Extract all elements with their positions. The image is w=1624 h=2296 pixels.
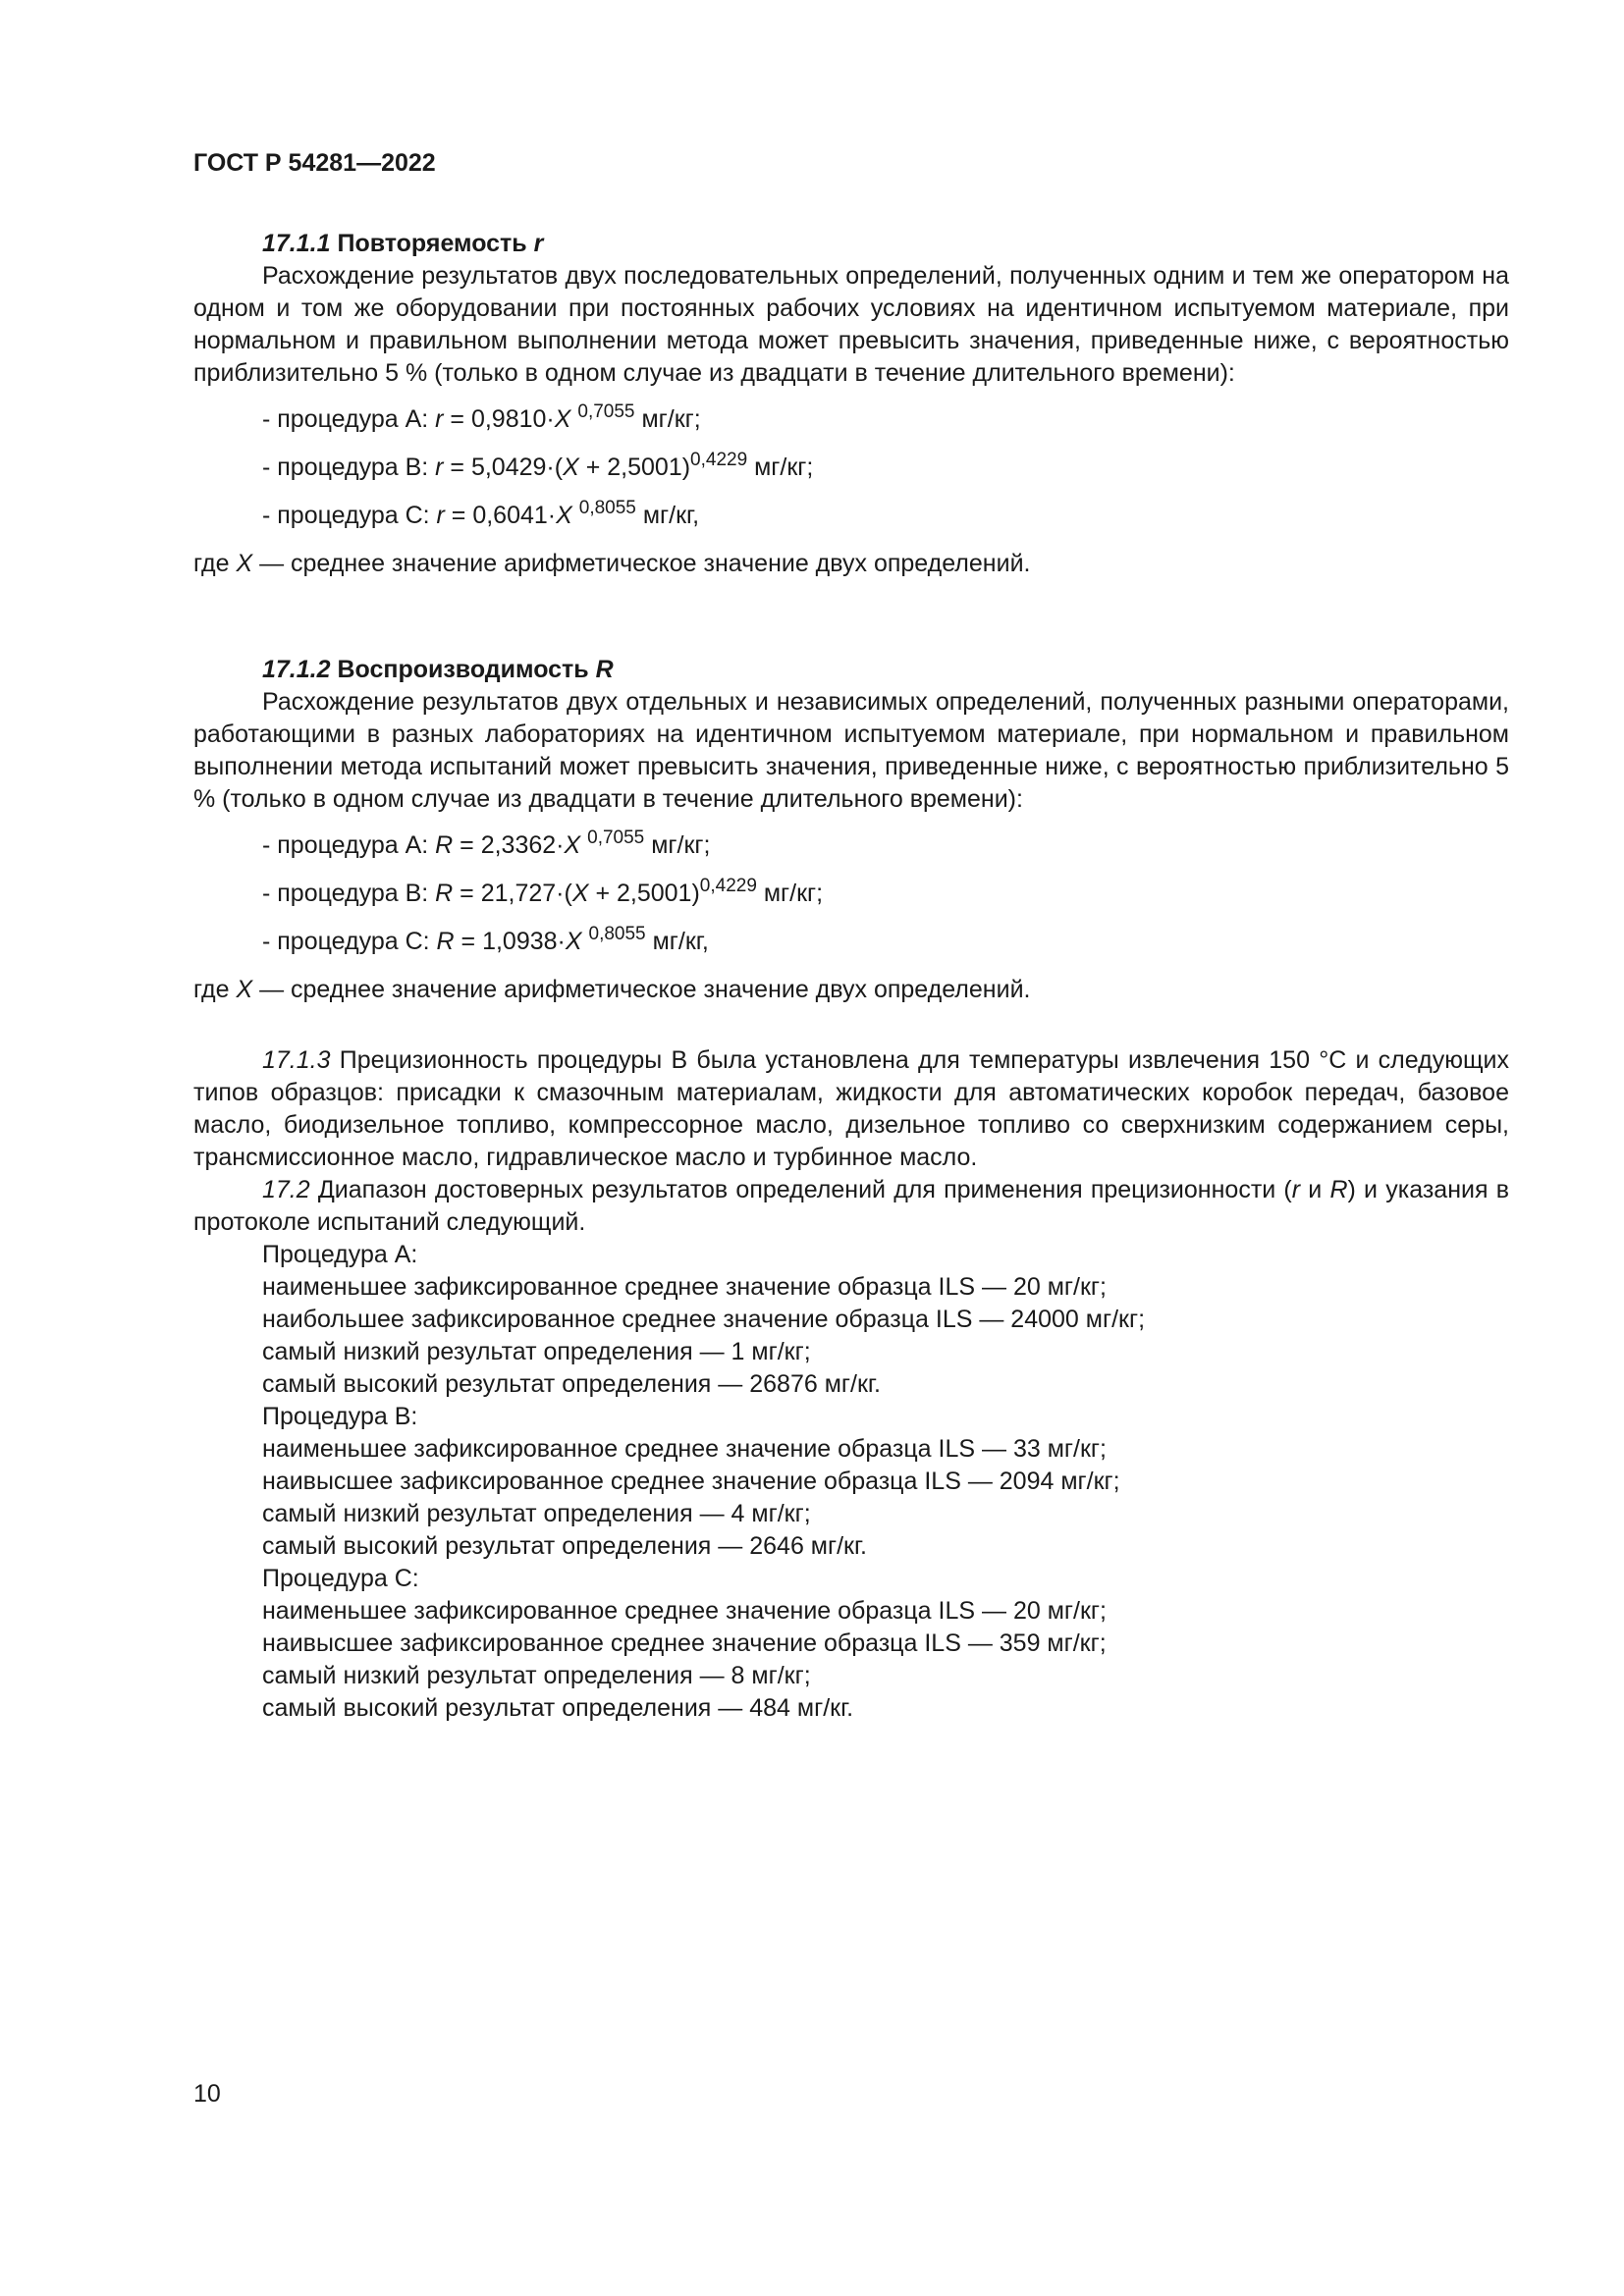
section-paragraph: Расхождение результатов двух отдельных и независимых определений, полученных разными операторами, работающими в разных лабораториях на идентичном испытуемом материале, при нормальном и правильном выполнении метода испытаний может превысить значения, приведенные ниже, с вероятностью приблизительно 5 % (только в одном случае из двадцати в течение длительного времени):: [193, 688, 1509, 813]
section-number: 17.1.1: [262, 230, 331, 257]
standard-header: ГОСТ Р 54281—2022: [193, 149, 436, 177]
section-17-1-3: [193, 1044, 1509, 1174]
section-number: 17.2: [262, 1176, 310, 1203]
section-paragraph: 17.1.3 Прецизионность процедуры В была установлена для температуры извлечения 150 °С и следующих типов образцов: присадки к смазочным материалам, жидкости для автоматических коробок передач, базовое масло, биодизельное топливо, компрессорное масло, дизельное топливо со сверхнизким содержанием серы, трансмиссионное масло, гидравлическое масло и турбинное масло.: [193, 1046, 1509, 1171]
section-symbol: r: [533, 230, 544, 257]
section-symbol: R: [595, 656, 614, 683]
formula-item: - процедура В: $R = 21,727\cdot(X + 2,5001)^{0,4229}$ мг/кг;: [262, 875, 824, 907]
range-line: наивысшее зафиксированное среднее значение образца ILS — 359 мг/кг;: [262, 1629, 1107, 1657]
formula-item: - процедура С: r = 0,6041·X $^{0,8055}$ мг/кг,: [262, 497, 700, 529]
section-title: Повторяемость: [337, 230, 527, 257]
range-line: наименьшее зафиксированное среднее значение образца ILS — 20 мг/кг;: [262, 1273, 1107, 1301]
range-line: самый низкий результат определения — 4 мг/кг;: [262, 1500, 811, 1527]
section-heading: [193, 228, 1509, 260]
where-note: где X — среднее значение арифметическое значение двух определений.: [193, 976, 1031, 1003]
section-number: 17.1.3: [262, 1046, 331, 1074]
range-line: Процедура С:: [262, 1565, 419, 1592]
formula-item: - процедура С: R = 1,0938·X $^{0,8055}$ мг/кг,: [262, 923, 709, 955]
range-line: наибольшее зафиксированное среднее значение образца ILS — 24000 мг/кг;: [262, 1306, 1146, 1333]
range-line: Процедура В:: [262, 1403, 418, 1430]
range-line: самый высокий результат определения — 26876 мг/кг.: [262, 1370, 881, 1398]
section-17-2: [193, 1174, 1509, 1725]
range-line: наименьшее зафиксированное среднее значение образца ILS — 20 мг/кг;: [262, 1597, 1107, 1625]
range-line: наивысшее зафиксированное среднее значение образца ILS — 2094 мг/кг;: [262, 1468, 1120, 1495]
formula-item: - процедура А: R = 2,3362·X $^{0,7055}$ мг/кг;: [262, 827, 711, 859]
where-note: где X — среднее значение арифметическое значение двух определений.: [193, 550, 1031, 577]
range-line: Процедура А:: [262, 1241, 418, 1268]
range-line: самый низкий результат определения — 8 мг/кг;: [262, 1662, 811, 1689]
section-paragraph: 17.2 Диапазон достоверных результатов определений для применения прецизионности (r и R) и указания в протоколе испытаний следующий.: [193, 1176, 1509, 1236]
section-heading: [193, 654, 1509, 686]
section-paragraph: Расхождение результатов двух последовательных определений, полученных одним и тем же оператором на одном и том же оборудовании при постоянных рабочих условиях на идентичном испытуемом материале, при нормальном и правильном выполнении метода может превысить значения, приведенные ниже, с вероятностью приблизительно 5 % (только в одном случае из двадцати в течение длительного времени):: [193, 262, 1509, 387]
range-line: самый низкий результат определения — 1 мг/кг;: [262, 1338, 811, 1365]
range-line: самый высокий результат определения — 2646 мг/кг.: [262, 1532, 868, 1560]
range-line: самый высокий результат определения — 484 мг/кг.: [262, 1694, 854, 1722]
range-line: наименьшее зафиксированное среднее значение образца ILS — 33 мг/кг;: [262, 1435, 1107, 1463]
section-title: Воспроизводимость: [337, 656, 589, 683]
section-number: 17.1.2: [262, 656, 331, 683]
formula-item: - процедура А: r = 0,9810·X $^{0,7055}$ мг/кг;: [262, 400, 701, 433]
section-17-1-1: [193, 228, 1509, 580]
section-17-1-2: [193, 654, 1509, 1006]
range-list: [193, 1239, 1509, 1725]
page-number: 10: [193, 2080, 221, 2108]
formula-item: - процедура В: $r = 5,0429\cdot(X + 2,5001)^{0,4229}$ мг/кг;: [262, 449, 814, 481]
